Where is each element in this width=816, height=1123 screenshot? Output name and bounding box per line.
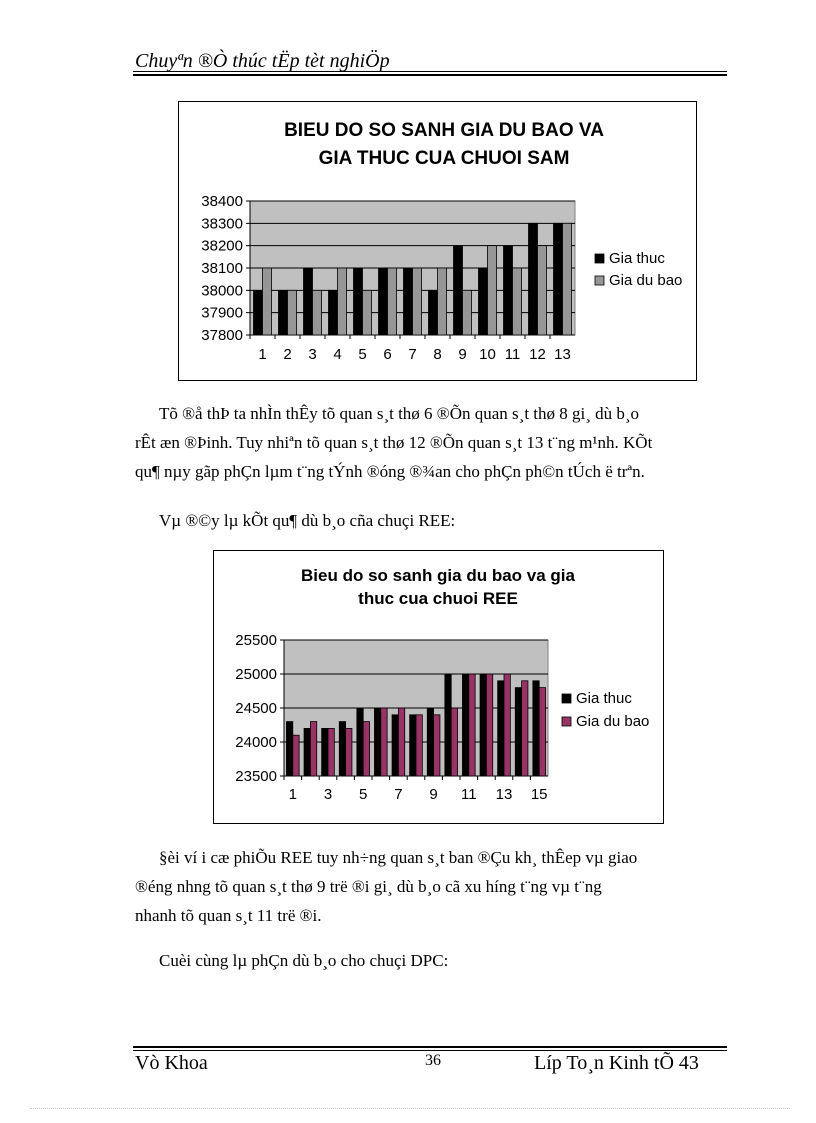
- bar: [392, 715, 398, 776]
- x-tick-label: 13: [495, 786, 513, 803]
- x-tick-label: 4: [333, 346, 342, 363]
- bar: [374, 708, 380, 776]
- x-tick-label: 11: [504, 346, 521, 363]
- bar: [354, 268, 363, 335]
- bar: [463, 290, 472, 335]
- legend-label: Gia thuc: [609, 250, 665, 267]
- page-number: 36: [425, 1052, 441, 1069]
- bar: [254, 290, 263, 335]
- chart-sam-svg: [179, 102, 696, 380]
- bar: [288, 290, 297, 335]
- bar: [513, 268, 522, 335]
- paragraph-ree-intro: Vµ ®©y lµ kÕt qu¶ dù b¸o cña chuçi REE:: [159, 511, 456, 530]
- bar: [486, 674, 492, 776]
- paragraph-sam-analysis: [135, 399, 719, 486]
- paragraph-line: §èi ví i cæ phiÕu REE tuy nh÷ng quan s¸t ban ®Çu kh¸ thÊep vµ giao: [159, 848, 638, 867]
- y-tick-label: 38200: [201, 237, 243, 255]
- x-tick-label: 12: [529, 346, 546, 363]
- bar: [379, 268, 388, 335]
- footer-rule: [133, 1050, 727, 1051]
- y-tick-label: 24500: [235, 700, 277, 717]
- bar: [310, 722, 316, 776]
- bottom-divider: [30, 1108, 790, 1109]
- header-rule: [133, 71, 727, 72]
- bar: [263, 268, 272, 335]
- chart-sam-title-line1: BIEU DO SO SANH GIA DU BAO VA: [284, 120, 604, 141]
- bar: [469, 674, 475, 776]
- bar: [462, 674, 468, 776]
- x-tick-label: 1: [288, 786, 297, 803]
- bar: [504, 674, 510, 776]
- x-tick-label: 10: [479, 346, 496, 363]
- paragraph-line: Tõ ®å thÞ ta nhÌn thÊy tõ quan s¸t thø 6 ®Õn quan s¸t thø 8 gi¸ dù b¸o: [159, 404, 640, 423]
- legend-swatch: [562, 694, 571, 703]
- bar: [338, 268, 347, 335]
- bar: [533, 681, 539, 776]
- bar: [522, 681, 528, 776]
- x-tick-label: 15: [530, 786, 548, 803]
- bar: [404, 268, 413, 335]
- header-rule-thick: [133, 74, 727, 76]
- x-tick-label: 6: [383, 346, 392, 363]
- bar: [286, 722, 292, 776]
- legend-swatch: [595, 254, 604, 263]
- chart-ree-title-line1: Bieu do so sanh gia du bao va gia: [301, 566, 575, 585]
- bar: [279, 290, 288, 335]
- y-tick-label: 38100: [201, 260, 243, 277]
- bar: [346, 728, 352, 776]
- x-tick-label: 5: [359, 786, 368, 803]
- y-tick-label: 37900: [201, 304, 243, 322]
- bar: [416, 715, 422, 776]
- bar: [451, 708, 457, 776]
- bar: [363, 722, 369, 776]
- footer-class: Líp To¸n Kinh tÕ 43: [534, 1052, 699, 1074]
- x-tick-label: 3: [308, 346, 317, 363]
- page-header-title: Chuyªn ®Ò thúc tËp tèt nghiÖp: [135, 50, 390, 72]
- chart-ree-title-line2: thuc cua chuoi REE: [358, 589, 518, 608]
- bar: [529, 223, 538, 335]
- chart-ree: [213, 550, 664, 824]
- legend-swatch: [595, 276, 604, 285]
- bar: [398, 708, 404, 776]
- y-tick-label: 24000: [235, 734, 277, 751]
- bar: [357, 708, 363, 776]
- bar: [381, 708, 387, 776]
- y-tick-label: 38300: [201, 215, 243, 233]
- bar: [480, 674, 486, 776]
- legend-label: Gia du bao: [576, 713, 650, 730]
- bar: [429, 290, 438, 335]
- bar: [454, 246, 463, 335]
- bar: [413, 268, 422, 335]
- chart-ree-svg: [214, 551, 663, 823]
- x-tick-label: 3: [323, 786, 333, 803]
- x-tick-label: 9: [429, 786, 438, 803]
- y-tick-label: 37800: [201, 327, 243, 344]
- bar: [539, 688, 545, 776]
- paragraph-line: nhanh tõ quan s¸t 11 trë ®i.: [135, 906, 322, 925]
- bar: [339, 722, 345, 776]
- bar: [304, 268, 313, 335]
- footer-rule-thick: [133, 1046, 727, 1048]
- y-tick-label: 25000: [235, 666, 277, 683]
- bar: [410, 715, 416, 776]
- bar: [322, 728, 328, 776]
- bar: [554, 223, 563, 335]
- x-tick-label: 7: [408, 346, 417, 363]
- x-tick-label: 9: [458, 346, 467, 363]
- paragraph-ree-analysis: [135, 843, 719, 930]
- bar: [388, 268, 397, 335]
- chart-sam-title-line2: GIA THUC CUA CHUOI SAM: [318, 148, 570, 169]
- y-tick-label: 23500: [235, 768, 277, 785]
- bar: [538, 246, 547, 335]
- y-tick-label: 38400: [201, 193, 243, 210]
- bar: [504, 246, 513, 335]
- x-tick-label: 13: [554, 346, 571, 363]
- bar: [427, 708, 433, 776]
- bar: [563, 223, 572, 335]
- paragraph-line: rÊt æn ®Þinh. Tuy nhiªn tõ quan s¸t thø 12 ®Õn quan s¸t 13 t¨ng m¹nh. KÕt: [135, 433, 653, 452]
- bar: [328, 728, 334, 776]
- x-tick-label: 11: [461, 786, 477, 803]
- bar: [434, 715, 440, 776]
- x-tick-label: 8: [433, 346, 442, 363]
- bar: [479, 268, 488, 335]
- paragraph-dpc-intro: Cuèi cùng lµ phÇn dù b¸o cho chuçi DPC:: [159, 951, 449, 970]
- bar: [293, 735, 299, 776]
- bar: [313, 290, 322, 335]
- bar: [498, 681, 504, 776]
- y-tick-label: 38000: [201, 282, 243, 300]
- legend-label: Gia thuc: [576, 690, 632, 707]
- y-tick-label: 25500: [235, 632, 277, 649]
- bar: [304, 728, 310, 776]
- bar: [438, 268, 447, 335]
- footer-author: Vò Khoa: [135, 1052, 208, 1074]
- legend-label: Gia du bao: [609, 272, 683, 289]
- chart-sam: [178, 101, 697, 381]
- bar: [329, 290, 338, 335]
- bar: [445, 674, 451, 776]
- x-tick-label: 5: [358, 346, 367, 363]
- paragraph-line: ®éng nhng tõ quan s¸t thø 9 trë ®i gi¸ dù b¸o cã xu híng t¨ng vµ t¨ng: [135, 877, 602, 896]
- bar: [515, 688, 521, 776]
- bar: [488, 246, 497, 335]
- legend-swatch: [562, 717, 571, 726]
- x-tick-label: 2: [283, 346, 292, 363]
- x-tick-label: 7: [394, 786, 403, 803]
- bar: [363, 290, 372, 335]
- x-tick-label: 1: [258, 346, 267, 363]
- paragraph-line: qu¶ nµy gãp phÇn lµm t¨ng tÝnh ®óng ®¾an cho phÇn ph©n tÚch ë trªn.: [135, 462, 645, 481]
